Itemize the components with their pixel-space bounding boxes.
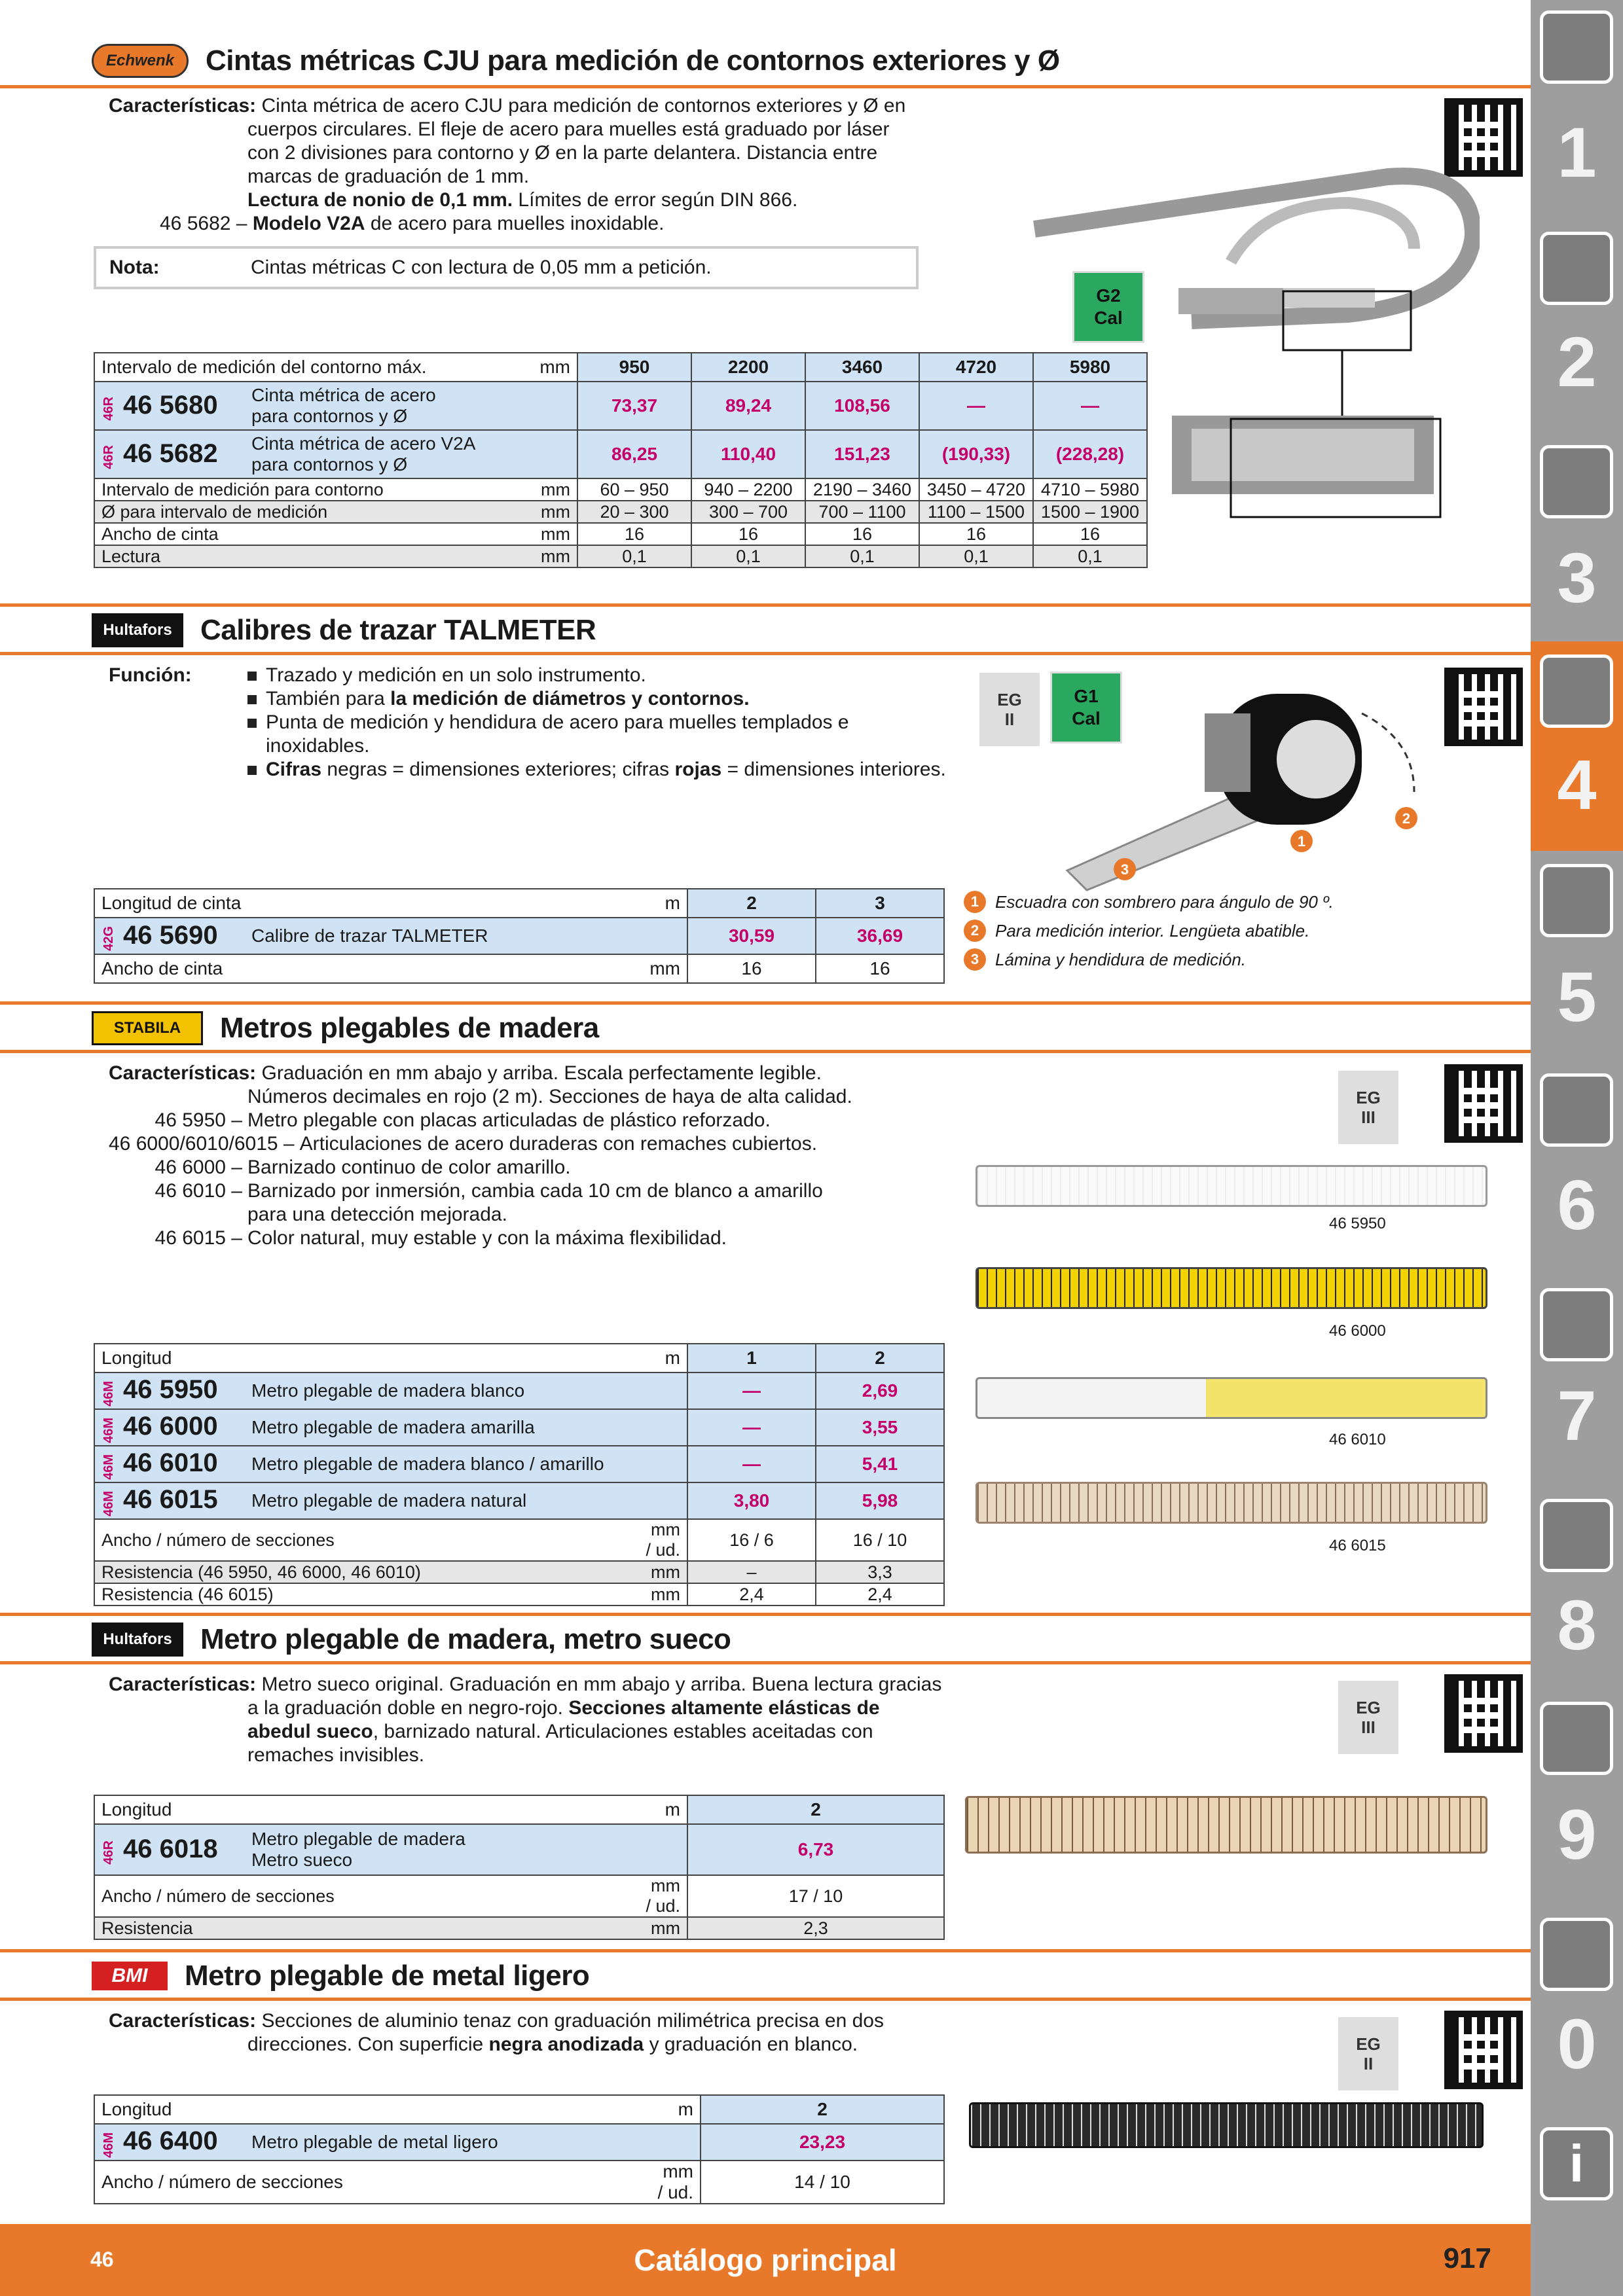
table-row[interactable]: 46M 46 6015 Metro plegable de madera natural 3,80 5,98 xyxy=(94,1482,944,1519)
price: — xyxy=(687,1372,816,1409)
talmeter-image xyxy=(1048,661,1440,897)
tool-cabinet-icon[interactable] xyxy=(1540,1702,1613,1775)
table-row[interactable]: 46R 46 5680 Cinta métrica de acero para contornos y Ø 73,37 89,24 108,56 — — xyxy=(94,382,1147,430)
price: 5,98 xyxy=(816,1482,944,1519)
description-block: Características: Graduación en mm abajo y arriba. Escala perfectamente legible. Números decimales en rojo (2 m). Secciones de haya de alta calidad. 46 5950 – Metro plegable con placas articuladas de plástico reforzado. 46 6000/6010/6015 – Articulaciones de acero duraderas con remaches cubiertos. 46 6000 – Barnizado continuo de color amarillo. 46 6010 – Barnizado por inmersión, cambia cada 10 cm de blanco a amarillo para una detección mejorada. 46 6015 – Color natural, muy estable y con la máxima flexibilidad. xyxy=(109,1062,993,1250)
spec-row: Resistencia mm 2,3 xyxy=(94,1917,944,1939)
col-header: 2200 xyxy=(691,353,805,382)
description-block: Función: Trazado y medición en un solo instrumento. También para la medición de diámetros y contornos. Punta de medición y hendidura de acero para muelles templados e inoxidables. Cifras negras = dimensiones exteriores; cifras rojas = dimensiones interiores. xyxy=(109,664,946,780)
table-row[interactable]: 46R 46 6018 Metro plegable de madera Metro sueco 6,73 xyxy=(94,1824,944,1875)
price: — xyxy=(687,1409,816,1446)
desc-item: 46 6000/6010/6015 – Articulaciones de acero duraderas con remaches cubiertos. xyxy=(109,1133,818,1155)
svg-text:1: 1 xyxy=(1297,833,1306,850)
tool-holder-icon[interactable] xyxy=(1540,445,1613,518)
article-number: 46 5950 xyxy=(123,1375,218,1405)
price: (190,33) xyxy=(919,430,1033,478)
swedish-ruler-image xyxy=(965,1796,1487,1854)
section-title: Cintas métricas CJU para medición de contornos exteriores y Ø xyxy=(206,45,1060,77)
section-header-hultafors-sueco xyxy=(92,1618,731,1661)
price: — xyxy=(1033,382,1147,430)
section-title: Metros plegables de madera xyxy=(220,1012,599,1044)
desc-item: 46 6000 – Barnizado continuo de color amarillo. xyxy=(155,1157,571,1178)
col-header-label: Intervalo de medición del contorno máx. xyxy=(94,353,532,382)
image-caption: 46 5950 xyxy=(1329,1215,1386,1232)
caliper-icon[interactable] xyxy=(1540,655,1613,728)
price: 73,37 xyxy=(577,382,691,430)
chapter-number[interactable]: 7 xyxy=(1557,1376,1597,1455)
article-number: 46 5682 xyxy=(123,439,218,469)
description-block xyxy=(109,94,960,236)
section-divider xyxy=(0,85,1531,88)
table-row[interactable]: 46R 46 5682 Cinta métrica de acero V2A para contornos y Ø 86,25 110,40 151,23 (190,33) (228,28) xyxy=(94,430,1147,478)
section-divider xyxy=(0,603,1531,607)
cutting-disc-icon[interactable] xyxy=(1540,864,1613,937)
spec-row: Resistencia (46 6015) mm 2,4 2,4 xyxy=(94,1583,944,1605)
col-header: 5980 xyxy=(1033,353,1147,382)
section-divider xyxy=(0,1949,1531,1952)
svg-text:2: 2 xyxy=(1402,810,1411,827)
table-row[interactable]: 46M 46 6010 Metro plegable de madera blanco / amarillo — 5,41 xyxy=(94,1446,944,1482)
svg-text:3: 3 xyxy=(1120,861,1129,878)
section-divider xyxy=(0,1050,1531,1053)
safety-gear-icon[interactable] xyxy=(1540,1918,1613,1991)
qr-code-icon[interactable] xyxy=(1444,2011,1523,2089)
price: 3,55 xyxy=(816,1409,944,1446)
bmi-logo: BMI xyxy=(92,1962,168,1990)
metal-ruler-image xyxy=(969,2102,1484,2148)
spec-row: Lectura mm 0,1 0,1 0,1 0,1 0,1 xyxy=(94,545,1147,567)
article-number: 46 6400 xyxy=(123,2126,218,2156)
chapter-number[interactable]: 3 xyxy=(1557,538,1597,617)
price: (228,28) xyxy=(1033,430,1147,478)
article-number: 46 6010 xyxy=(123,1448,218,1478)
callout-item: 1 Escuadra con sombrero para ángulo de 90 º. xyxy=(964,888,1334,916)
article-number: 46 5690 xyxy=(123,920,218,950)
desc-line: marcas de graduación de 1 mm. xyxy=(247,166,530,187)
section-divider xyxy=(0,1998,1531,2001)
table-row[interactable]: 46M 46 6000 Metro plegable de madera amarilla — 3,55 xyxy=(94,1409,944,1446)
desc-item: 46 6010 – Barnizado por inmersión, cambia cada 10 cm de blanco a amarillo xyxy=(155,1180,823,1202)
price: — xyxy=(687,1446,816,1482)
callout-list xyxy=(964,888,1334,974)
footer-title: Catálogo principal xyxy=(634,2243,897,2277)
ruler-image-white xyxy=(976,1165,1487,1207)
qr-code-icon[interactable] xyxy=(1444,668,1523,746)
article-number: 46 5680 xyxy=(123,391,218,420)
insert-icon[interactable] xyxy=(1540,232,1613,305)
price: 23,23 xyxy=(701,2124,944,2161)
section-header-cju xyxy=(92,39,1060,82)
hultafors-logo: Hultafors xyxy=(92,1623,183,1657)
image-caption: 46 6000 xyxy=(1329,1322,1386,1340)
spec-row: Ancho de cinta mm 16 16 16 16 16 xyxy=(94,523,1147,545)
eg-class-badge: EG II xyxy=(979,673,1040,746)
qr-code-icon[interactable] xyxy=(1444,1064,1523,1143)
price: 3,80 xyxy=(687,1482,816,1519)
callout-item: 3 Lámina y hendidura de medición. xyxy=(964,945,1334,974)
note-label: Nota: xyxy=(109,257,160,278)
spec-row: Ancho / número de secciones mm / ud. 16 / 6 16 / 10 xyxy=(94,1519,944,1561)
section-divider xyxy=(0,1613,1531,1616)
price-table-talmeter: Longitud de cinta m 2 3 42G 46 5690 Calibre de trazar TALMETER 30,59 36,69 Ancho de cinta mm 16 16 xyxy=(94,888,945,984)
description-block: Características: Metro sueco original. Graduación en mm abajo y arriba. Buena lectura gracias a la graduación doble en negro-rojo. Secciones altamente elásticas de abedul sueco, barnizado natural. Articulaciones estables aceitadas con remaches invisibles. xyxy=(109,1674,942,1766)
price: — xyxy=(919,382,1033,430)
gauge-class-g2-badge: G2 Cal xyxy=(1072,271,1144,343)
chapter-number[interactable]: 2 xyxy=(1557,322,1597,401)
unit: mm xyxy=(532,353,577,382)
article-number: 46 6000 xyxy=(123,1412,218,1441)
note-text: Cintas métricas C con lectura de 0,05 mm a petición. xyxy=(251,257,712,278)
drill-bit-icon[interactable] xyxy=(1540,10,1613,84)
col-header: 4720 xyxy=(919,353,1033,382)
page-footer xyxy=(0,2224,1531,2296)
article-number: 46 6015 xyxy=(123,1485,218,1515)
info-icon[interactable]: i xyxy=(1540,2127,1613,2200)
image-caption: 46 6015 xyxy=(1329,1537,1386,1554)
spec-row: Ancho / número de secciones mm / ud. 14 / 10 xyxy=(94,2161,944,2204)
col-header: 950 xyxy=(577,353,691,382)
qr-code-icon[interactable] xyxy=(1444,1674,1523,1753)
price: 36,69 xyxy=(816,918,944,954)
page-number: 917 xyxy=(1443,2242,1491,2274)
article-number: 46 6018 xyxy=(123,1835,218,1864)
label-funcion: Función: xyxy=(109,664,192,686)
price-table-sueco: Longitud m 2 46R 46 6018 Metro plegable de madera Metro sueco 6,73 Ancho / número de secciones mm / ud. 17 / 10 Resistencia mm 2,3 xyxy=(94,1795,945,1940)
page-code: 46 xyxy=(90,2248,114,2271)
price: 108,56 xyxy=(805,382,919,430)
spec-row: Resistencia (46 5950, 46 6000, 46 6010) mm – 3,3 xyxy=(94,1561,944,1583)
chapter-number[interactable]: 6 xyxy=(1557,1165,1597,1244)
desc-line: cuerpos circulares. El fleje de acero para muelles está graduado por láser xyxy=(247,118,890,140)
spec-row: Ø para intervalo de medición mm 20 – 300 300 – 700 700 – 1100 1100 – 1500 1500 – 1900 xyxy=(94,501,1147,523)
chapter-number[interactable]: 5 xyxy=(1557,957,1597,1036)
price: 6,73 xyxy=(687,1824,944,1875)
section-title: Calibres de trazar TALMETER xyxy=(200,614,596,646)
chapter-number[interactable]: 9 xyxy=(1557,1795,1597,1874)
desc-line: 46 5682 – Modelo V2A de acero para muelles inoxidable. xyxy=(160,213,665,234)
eg-class-badge: EG III xyxy=(1338,1681,1398,1754)
screwdriver-wrench-icon[interactable] xyxy=(1540,1073,1613,1147)
stabila-logo: STABILA xyxy=(92,1011,203,1045)
description-block: Características: Secciones de aluminio tenaz con graduación milimétrica precisa en dos direcciones. Con superficie negra anodizada y graduación en blanco. xyxy=(109,2010,884,2055)
price: 5,41 xyxy=(816,1446,944,1482)
hand-tools-icon[interactable] xyxy=(1540,1288,1613,1361)
desc-item: 46 6015 – Color natural, muy estable y con la máxima flexibilidad. xyxy=(155,1227,727,1249)
section-title: Metro plegable de metal ligero xyxy=(185,1960,590,1992)
price: 89,24 xyxy=(691,382,805,430)
ruler-image-white-yellow xyxy=(976,1377,1487,1419)
section-header-stabila xyxy=(92,1007,599,1050)
desc-line: con 2 divisiones para contorno y Ø en la parte delantera. Distancia entre xyxy=(247,142,878,164)
power-tools-icon[interactable] xyxy=(1540,1499,1613,1572)
section-divider xyxy=(0,652,1531,655)
spec-row: Intervalo de medición para contorno mm 60 – 950 940 – 2200 2190 – 3460 3450 – 4720 4710 – 5980 xyxy=(94,478,1147,501)
price: 86,25 xyxy=(577,430,691,478)
chapter-number[interactable]: 1 xyxy=(1557,113,1597,192)
price: 151,23 xyxy=(805,430,919,478)
label-caracteristicas: Características: xyxy=(109,95,257,117)
callout-item: 2 Para medición interior. Lengüeta abatible. xyxy=(964,916,1334,945)
chapter-sidebar xyxy=(1531,0,1623,2296)
price-table-stabila: Longitud m 1 2 46M 46 5950 Metro plegable de madera blanco — 2,69 46M 46 6000 Metro plegable de madera amarilla — 3,55 46M 46 6010 Metro plegable de madera blanco / amarillo — 5,41 46M 46 6015 Metro plegable de madera natural 3,80 5,98 Ancho / número de secciones mm / ud. 16 / 6 16 / 10 Resistencia (46 5950, 46 6000, 46 6010) mm – 3,3 Resistencia (46 6015) mm 2,4 2,4 xyxy=(94,1343,945,1606)
ruler-image-natural xyxy=(976,1482,1487,1524)
note-box xyxy=(94,246,919,289)
desc-line: Lectura de nonio de 0,1 mm. Límites de error según DIN 866. xyxy=(247,189,798,211)
spec-row: Ancho / número de secciones mm / ud. 17 / 10 xyxy=(94,1875,944,1917)
eg-class-badge: EG II xyxy=(1338,2017,1398,2090)
section-divider xyxy=(0,1661,1531,1664)
price-table-bmi: Longitud m 2 46M 46 6400 Metro plegable de metal ligero 23,23 Ancho / número de secciones mm / ud. 14 / 10 xyxy=(94,2094,945,2204)
price: 2,69 xyxy=(816,1372,944,1409)
image-caption: 46 6010 xyxy=(1329,1431,1386,1448)
chapter-number[interactable]: 0 xyxy=(1557,2004,1597,2083)
chapter-number[interactable]: 8 xyxy=(1557,1585,1597,1664)
ruler-image-yellow xyxy=(976,1267,1487,1309)
desc-line: Cinta métrica de acero CJU para medición de contornos exteriores y Ø en xyxy=(261,95,906,117)
table-row[interactable]: 42G 46 5690 Calibre de trazar TALMETER 30,59 36,69 xyxy=(94,918,944,954)
section-title: Metro plegable de madera, metro sueco xyxy=(200,1623,731,1655)
section-header-bmi xyxy=(92,1954,589,1998)
eg-class-badge: EG III xyxy=(1338,1071,1398,1144)
table-row[interactable]: 46M 46 6400 Metro plegable de metal ligero 23,23 xyxy=(94,2124,944,2161)
price-table-cju xyxy=(94,352,1148,568)
chapter-number[interactable]: 4 xyxy=(1557,745,1597,824)
echwenk-logo: Echwenk xyxy=(92,44,189,78)
spec-row: Ancho de cinta mm 16 16 xyxy=(94,954,944,983)
desc-item: 46 5950 – Metro plegable con placas articuladas de plástico reforzado. xyxy=(155,1109,771,1131)
section-header-talmeter xyxy=(92,609,596,652)
section-divider xyxy=(0,1001,1531,1005)
gauge-class-g1-badge: G1 Cal xyxy=(1050,672,1122,744)
price: 110,40 xyxy=(691,430,805,478)
price: 30,59 xyxy=(687,918,816,954)
desc-item: para una detección mejorada. xyxy=(247,1204,507,1225)
table-row[interactable]: 46M 46 5950 Metro plegable de madera blanco — 2,69 xyxy=(94,1372,944,1409)
col-header: 3460 xyxy=(805,353,919,382)
hultafors-logo: Hultafors xyxy=(92,613,183,647)
